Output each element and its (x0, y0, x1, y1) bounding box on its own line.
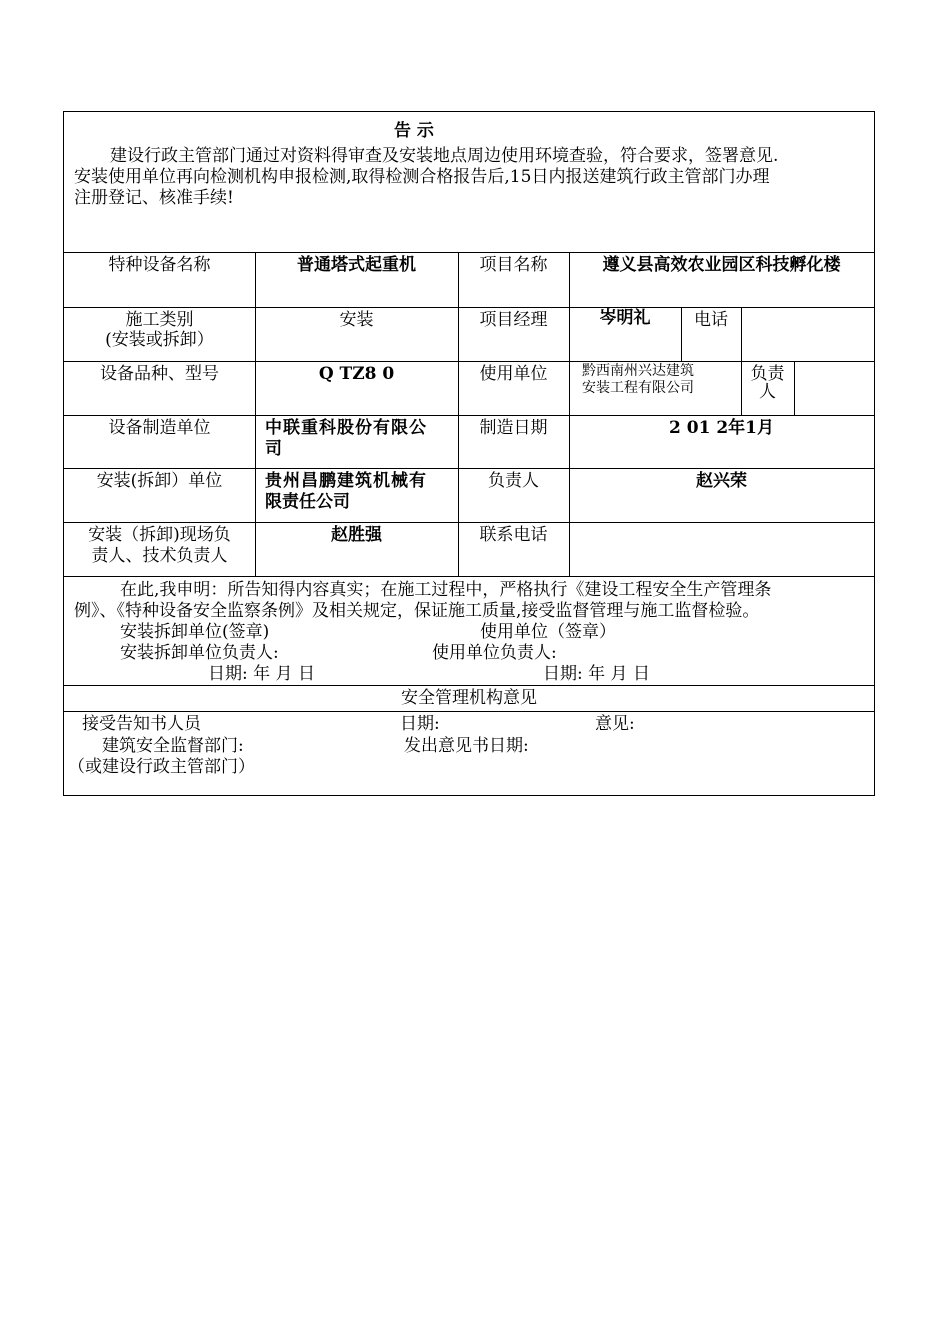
rule (64, 576, 874, 577)
date-label: 日期: (400, 714, 440, 734)
rule (64, 711, 874, 712)
label-person-in-charge: 负责 (750, 364, 785, 384)
receiver-label: 接受告知书人员 (82, 714, 201, 734)
rule (64, 361, 874, 362)
declaration-text: 在此,我申明：所告知得内容真实；在施工过程中，严格执行《建设工程安全生产管理条 (120, 580, 772, 600)
value-installer-head: 赵兴荣 (696, 471, 747, 491)
rule (64, 415, 874, 416)
value-manufacturer-line2: 司 (265, 439, 282, 459)
dept-label: 建筑安全监督部门: (102, 736, 244, 756)
user-seal-label: 使用单位（签章） (480, 622, 616, 642)
value-manufacturer: 中联重科股份有限公 (265, 418, 427, 438)
installer-head-label: 安装拆卸单位负责人: (120, 643, 279, 663)
label-manufacture-date: 制造日期 (479, 418, 548, 438)
value-site-manager: 赵胜强 (331, 525, 382, 545)
value-project-name: 遵义县高效农业园区科技孵化楼 (602, 255, 841, 275)
notice-title: 告 示 (394, 121, 434, 141)
notice-paragraph: 安装使用单位再向检测机构申报检测,取得检测合格报告后,15日内报送建筑行政主管部门办理 (74, 167, 770, 187)
label-equipment-model: 设备品种、型号 (100, 364, 219, 384)
issue-date-label: 发出意见书日期: (404, 736, 529, 756)
label-construction-type-note: (安装或拆卸） (105, 330, 214, 350)
label-project-manager: 项目经理 (479, 310, 548, 330)
declaration-text: 例》、《特种设备安全监察条例》及相关规定，保证施工质量,接受监督管理与施工监督检验。 (74, 601, 760, 621)
value-installer-unit-line2: 限责任公司 (265, 492, 350, 512)
value-user-unit: 黔西南州兴达建筑 (582, 363, 694, 379)
value-manufacture-date: 2 01 2年1月 (669, 418, 774, 438)
value-equipment-name: 普通塔式起重机 (297, 255, 416, 275)
label-project-name: 项目名称 (479, 255, 548, 275)
value-construction-type: 安装 (339, 310, 374, 330)
label-construction-type: 施工类别 (125, 310, 194, 330)
label-user-unit: 使用单位 (479, 364, 548, 384)
label-site-manager: 安装（拆卸)现场负 (88, 525, 231, 545)
rule (64, 252, 874, 253)
label-person-in-charge-line2: 人 (759, 382, 776, 402)
label-installer-head: 负责人 (488, 471, 539, 491)
rule (64, 522, 874, 523)
notice-paragraph: 建设行政主管部门通过对资料得审查及安装地点周边使用环境查验，符合要求，签署意见. (110, 146, 779, 166)
date-label: 日期: 年 月 日 (208, 664, 315, 684)
date-label: 日期: 年 月 日 (543, 664, 650, 684)
rule (64, 685, 874, 686)
rule (64, 307, 874, 308)
value-installer-unit: 贵州昌鹏建筑机械有 (265, 471, 427, 491)
value-equipment-model: Q TZ8 0 (318, 364, 395, 384)
rule (569, 252, 570, 576)
rule (794, 361, 795, 415)
label-site-manager-line2: 责人、技术负责人 (91, 546, 228, 566)
user-head-label: 使用单位负责人: (432, 643, 557, 663)
notice-paragraph: 注册登记、核准手续! (74, 188, 234, 208)
dept-alt-label: （或建设行政主管部门） (68, 757, 255, 777)
installer-seal-label: 安装拆卸单位(签章) (120, 622, 270, 642)
label-manufacturer: 设备制造单位 (108, 418, 211, 438)
label-equipment-name: 特种设备名称 (108, 255, 211, 275)
opinion-label: 意见: (595, 714, 635, 734)
notice-form (63, 111, 875, 796)
label-installer-unit: 安装(拆卸）单位 (96, 471, 223, 491)
value-project-manager: 岑明礼 (599, 308, 651, 328)
label-phone: 电话 (694, 310, 728, 330)
label-contact-phone: 联系电话 (479, 525, 548, 545)
rule (64, 468, 874, 469)
value-user-unit-line2: 安装工程有限公司 (582, 380, 694, 396)
safety-header: 安全管理机构意见 (401, 688, 537, 708)
